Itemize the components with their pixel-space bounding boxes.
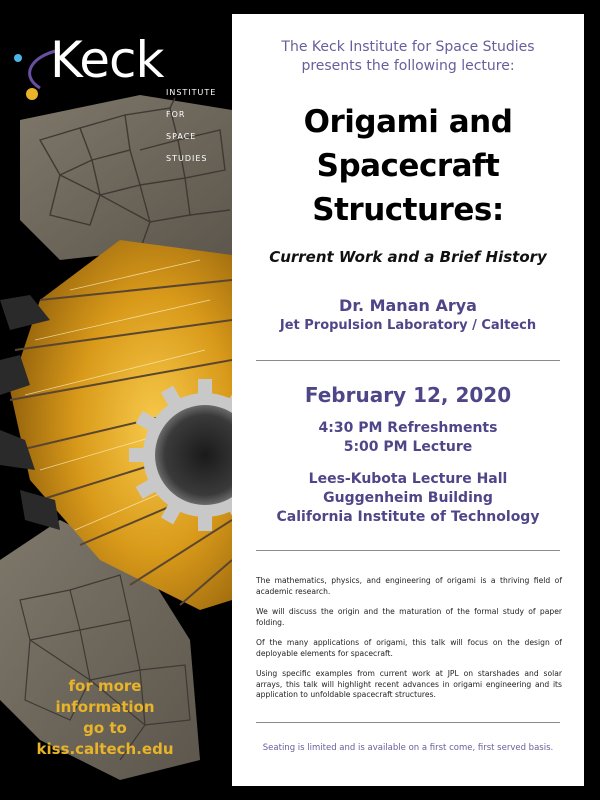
origami-artwork [0,0,232,800]
venue-line: California Institute of Technology [276,509,540,525]
logo-sub-line: STUDIES [166,154,208,163]
lecture-info-panel [232,14,584,786]
abstract-paragraph: Of the many applications of origami, this talk will focus on the design of deployable elements for spacecraft. [256,638,562,658]
more-info-line: information [55,698,155,716]
logo-sub-line: INSTITUTE [166,88,217,97]
logo-sub-line: SPACE [166,132,197,141]
lecture-date: February 12, 2020 [304,383,512,407]
time-line: 5:00 PM Lecture [343,439,473,455]
speaker-block [232,295,584,335]
keck-logo [10,28,217,178]
more-info-line: go to [83,719,127,737]
lecture-abstract [256,576,562,711]
lecture-title [232,100,584,232]
abstract-paragraph: The mathematics, physics, and engineering of origami is a thriving field of academic research. [256,576,562,596]
speaker-affiliation: Jet Propulsion Laboratory / Caltech [279,318,537,333]
title-line: Structures: [312,192,504,228]
venue-line: Guggenheim Building [323,490,493,506]
more-info [0,676,210,760]
logo-wordmark: Keck [50,31,164,89]
time-line: 4:30 PM Refreshments [318,420,498,436]
lecture-subtitle: Current Work and a Brief History [269,248,547,266]
divider [256,360,560,361]
lecture-venue [232,470,584,527]
divider [256,722,560,723]
seating-note: Seating is limited and is available on a first come, first served basis. [262,743,554,753]
abstract-paragraph: We will discuss the origin and the maturation of the formal study of paper folding. [256,607,562,627]
presenter-line: The Keck Institute for Space Studies [281,39,535,55]
divider [256,550,560,551]
speaker-name: Dr. Manan Arya [339,296,477,315]
title-line: Origami and [303,104,513,140]
presenter-line: presents the following lecture: [301,58,515,74]
more-info-url[interactable]: kiss.caltech.edu [36,740,174,758]
abstract-paragraph: Using specific examples from current work at JPL on starshades and solar arrays, this talk will highlight recent advances in origami engineering and its application to unfoldable spacecraft structures. [256,669,562,699]
lecture-times [232,419,584,457]
logo-sub-line: FOR [166,110,186,119]
logo-subtitle [166,82,216,170]
title-line: Spacecraft [316,148,500,184]
venue-line: Lees-Kubota Lecture Hall [308,471,508,487]
more-info-line: for more [68,677,142,695]
presenter-text [232,38,584,76]
